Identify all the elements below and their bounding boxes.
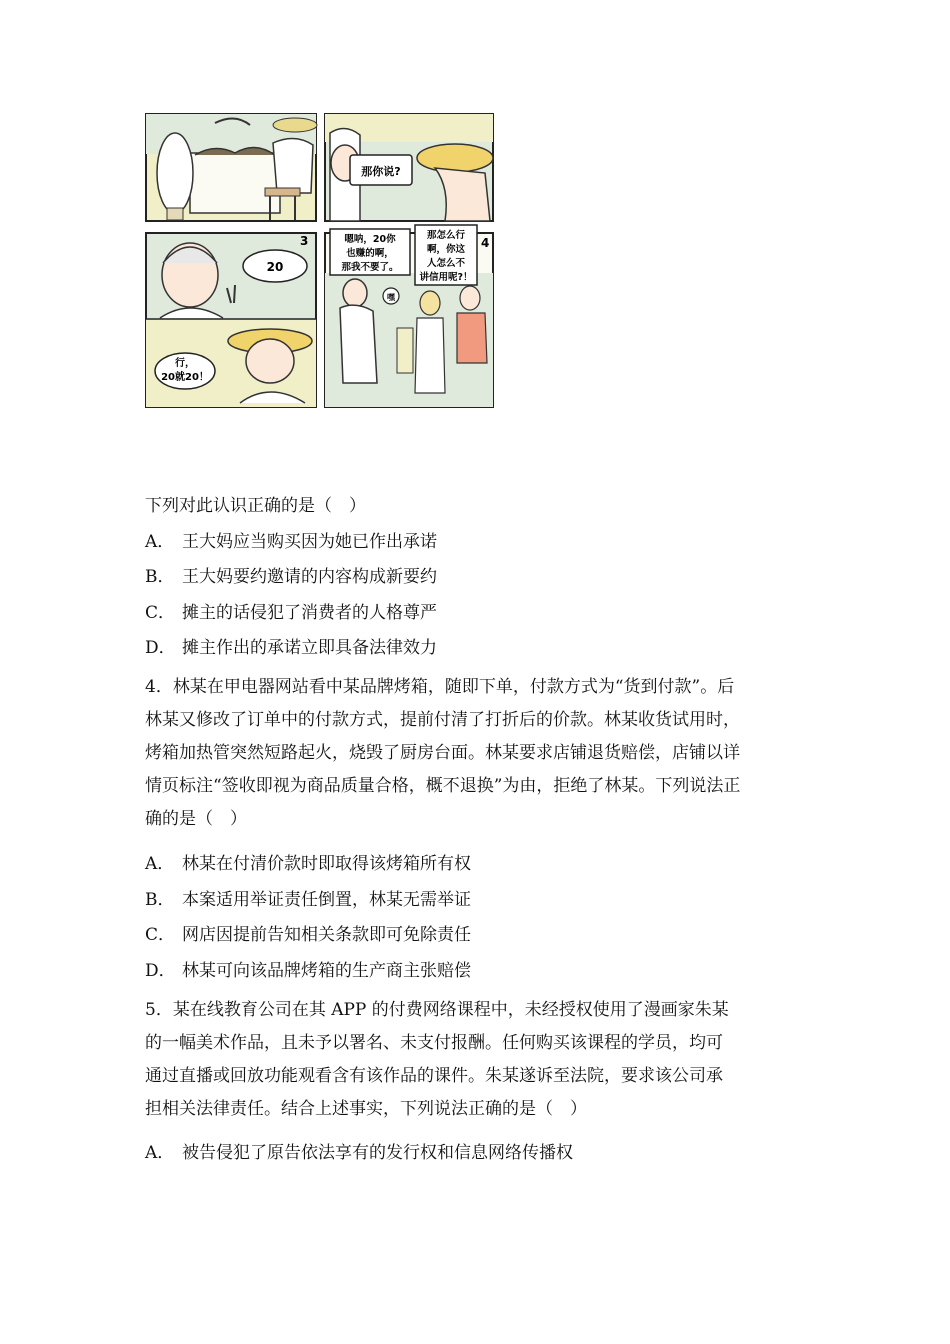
panel-number-3: 3 [300,234,309,248]
q4-option-a [145,854,471,874]
q5-stem-line: 通过直播或回放功能观看含有该作品的课件。朱某遂诉至法院，要求该公司承 [145,1066,723,1086]
option-letter: B． [145,890,175,910]
bubble-p2: 那你说? [361,165,401,178]
q4-stem-line: 烤箱加热管突然短路起火，烧毁了厨房台面。林某要求店铺退货赔偿，店铺以详 [145,743,740,763]
comic-illustration [145,113,495,409]
comic-panel-4 [325,225,493,407]
comic-panel-3 [146,233,316,407]
option-letter: C． [145,603,176,623]
option-letter: A． [145,532,175,552]
q5-stem-line: 担相关法律责任。结合上述事实，下列说法正确的是（ ） [145,1099,587,1119]
q3-option-b [145,567,437,587]
q5-option-a [145,1143,573,1163]
q5-stem-line: 的一幅美术作品，且未予以署名、未支付报酬。任何购买该课程的学员，均可 [145,1033,723,1053]
bubble-p4b-line2: 啊，你这 [426,244,466,255]
q4-option-c [145,925,471,945]
q4-stem-line: 林某又修改了订单中的付款方式，提前付清了打折后的价款。林某收货试用时， [145,710,740,730]
q3-option-a [145,532,437,552]
bubble-p4a-line3: 那我不要了。 [341,262,399,273]
option-letter: B． [145,567,175,587]
bubble-p4b-line1: 那怎么行 [426,230,466,241]
option-text: 林某在付清价款时即取得该烤箱所有权 [182,854,471,874]
bubble-p4a-line2: 也赚的啊， [346,248,394,259]
option-text: 林某可向该品牌烤箱的生产商主张赔偿 [182,961,471,981]
q3-option-d [145,638,437,658]
bubble-p3b-line2: 20就20！ [161,372,209,383]
option-text: 网店因提前告知相关条款即可免除责任 [182,925,471,945]
option-text: 王大妈应当购买因为她已作出承诺 [182,532,437,552]
bubble-p4b-line3: 人怎么不 [426,258,466,269]
option-text: 摊主作出的承诺立即具备法律效力 [182,638,437,658]
comic-svg [145,113,495,409]
option-text: 王大妈要约邀请的内容构成新要约 [182,567,437,587]
bubble-p4b-line4: 讲信用呢?！ [419,272,473,283]
option-letter: C． [145,925,176,945]
q3-stem: 下列对此认识正确的是（ ） [145,496,366,516]
option-letter: A． [145,1143,175,1163]
q5-stem [145,994,815,1126]
q3-option-c [145,603,437,623]
option-letter: A． [145,854,175,874]
option-text: 摊主的话侵犯了消费者的人格尊严 [182,603,437,623]
q4-stem-line: 4．林某在甲电器网站看中某品牌烤箱，随即下单，付款方式为“货到付款”。后 [145,677,735,697]
bubble-p3b-line1: 行， [175,358,195,369]
option-text: 本案适用举证责任倒置，林某无需举证 [182,890,471,910]
comic-panel-2 [325,114,493,221]
q4-stem-line: 情页标注“签收即视为商品质量合格，概不退换”为由，拒绝了林某。下列说法正 [145,776,741,796]
bubble-p4a-line1: 嗯呐，20你 [344,234,396,245]
panel-number-4: 4 [481,236,490,250]
bubble-p4c: 嘿 [387,293,395,302]
comic-panel-1 [146,114,317,221]
q4-stem-line: 确的是（ ） [145,809,247,829]
option-text: 被告侵犯了原告依法享有的发行权和信息网络传播权 [182,1143,573,1163]
q4-stem [145,671,815,836]
option-letter: D． [145,638,176,658]
bubble-p3a: 20 [266,260,284,274]
q4-option-d [145,961,471,981]
q4-option-b [145,890,471,910]
q5-stem-line: 5．某在线教育公司在其 APP 的付费网络课程中，未经授权使用了漫画家朱某 [145,1000,729,1020]
option-letter: D． [145,961,176,981]
